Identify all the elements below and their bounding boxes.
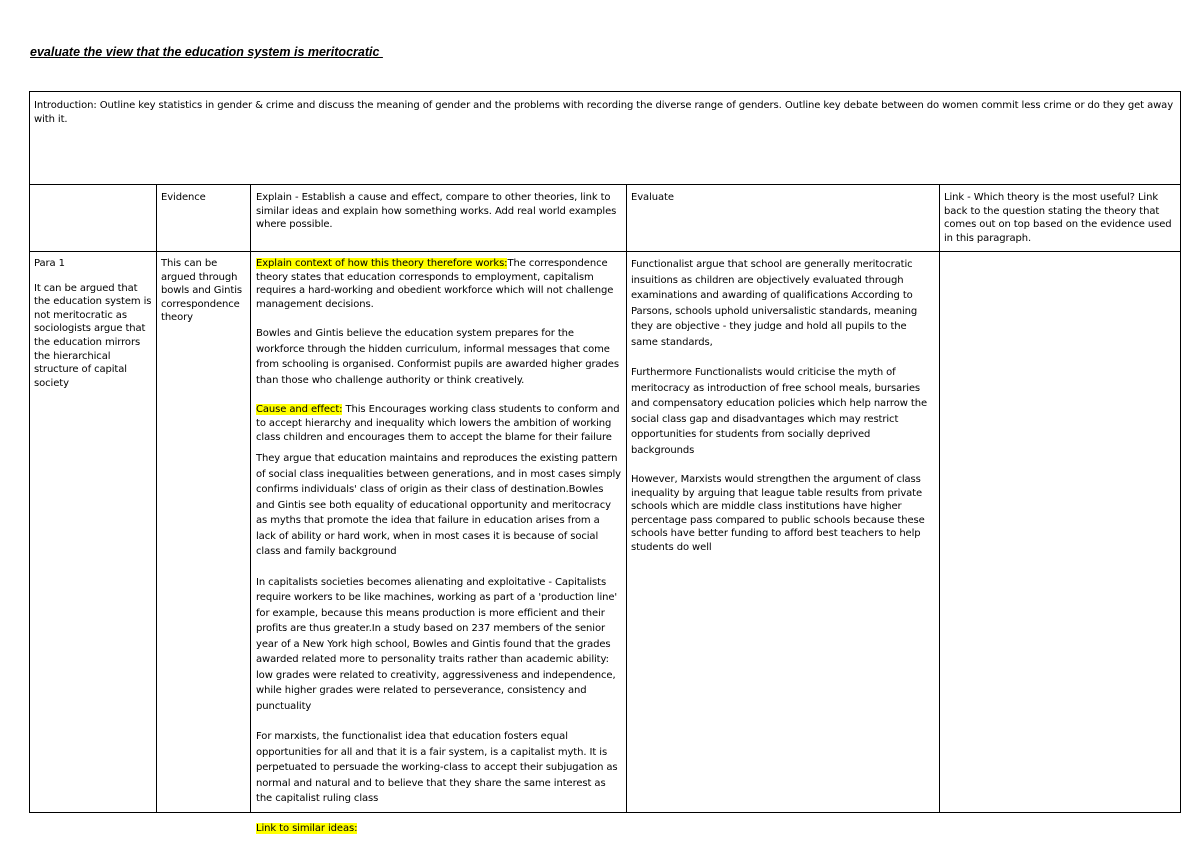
header-evaluate-text: Evaluate	[631, 192, 674, 203]
cause-effect-heading: Cause and effect:	[256, 404, 343, 416]
header-evaluate	[631, 191, 931, 205]
explain-alienation: In capitalists societies becomes alienating and exploitative - Capitalists require workers to be like machines, working as part of a 'production line' for example, because this means production is more efficient and their profits are thus greater.In a study based on 237 members of the senior year of a New York high school, Bowles and Gintis found that the grades awarded related more to personality traits rather than academic ability: low grades were related to creativity, aggressiveness and independence, while higher grades were related to perseverance, consistency and punctuality	[256, 576, 618, 712]
row-divider-header	[30, 251, 1180, 252]
header-explain-text: Explain - Establish a cause and effect, compare to other theories, link to similar ideas and explain how something works. Add real world examples where possible.	[256, 192, 617, 231]
explain-context-text: The correspondence theory states that education corresponds to employment, capitalism requires a hard-working and obedient workforce which will not challenge management decisions.	[256, 258, 614, 310]
evaluate-functionalist: Functionalist argue that school are generally meritocratic insuitions as children are objectively evaluated through examinations and awarding of qualifications According to Parsons, schools uphold universalistic standards, meaning they are objective - they judge and hold all pupils to the same standards,	[631, 259, 918, 348]
intro-cell	[34, 99, 1174, 126]
header-explain	[256, 191, 618, 232]
para1-link-cell	[944, 257, 1174, 272]
evaluate-criticise: Furthermore Functionalists would criticise the myth of meritocracy as introduction of free school meals, bursaries and compensatory education policies which help narrow the social class gap and disadvantages which may restrict opportunities for students from socially deprived backgrounds	[631, 367, 927, 456]
para1-evaluate-cell	[631, 257, 934, 570]
header-evidence	[161, 191, 247, 205]
para1-evidence-cell	[161, 257, 249, 340]
header-link-text: Link - Which theory is the most useful? Link back to the question stating the theory that comes out on top based on the evidence used in this paragraph.	[944, 192, 1172, 244]
evaluate-marxists: However, Marxists would strengthen the argument of class inequality by arguing that league table results from private schools which are middle class institutions have higher percentage pass compared to public schools because these schools have better funding to afford best teachers to help students do well	[631, 474, 925, 553]
explain-reproduction: They argue that education maintains and reproduces the existing pattern of social class inequalities between generations, and in most cases simply confirms individuals' class of origin as their class of destination.Bowles and Gintis see both equality of educational opportunity and meritocracy as myths that promote the idea that failure in education arises from a lack of ability or hard work, when in most cases it is because of social class and family background	[256, 453, 621, 558]
explain-myth: For marxists, the functionalist idea that education fosters equal opportunities for all and that it is a fair system, is a capitalist myth. It is perpetuated to persuade the working-class to accept their subjugation as normal and natural and to believe that they share the same interest as the capitalist ruling class	[256, 731, 618, 805]
row-divider-intro	[30, 184, 1180, 185]
col-divider-4	[939, 184, 940, 812]
cause-effect-text: This Encourages working class students to conform and to accept hierarchy and inequality which lowers the ambition of working class children and encourages them to accept the blame for their failure	[256, 404, 620, 443]
para1-point: It can be argued that the education system is not meritocratic as sociologists argue that the education mirrors the hierarchical structure of capital society	[34, 282, 152, 389]
col-divider-3	[626, 184, 627, 812]
header-link	[944, 191, 1174, 245]
header-evidence-text: Evidence	[161, 192, 206, 203]
para1-evidence: This can be argued through bowls and Gintis correspondence theory	[161, 258, 242, 324]
explain-context-heading: Explain context of how this theory therefore works:	[256, 258, 508, 269]
col-divider-1	[156, 184, 157, 812]
essay-plan-table	[29, 91, 1181, 834]
link-similar-heading: Link to similar ideas:	[256, 822, 358, 834]
intro-text: Introduction: Outline key statistics in gender & crime and discuss the meaning of gender and the problems with recording the diverse range of genders. Outline key debate between do women commit less crime or do they get away with it.	[34, 100, 1174, 125]
explain-hidden-curriculum: Bowles and Gintis believe the education system prepares for the workforce through the hidden curriculum, informal messages that come from schooling is organised. Conformist pupils are awarded higher grades than those who challenge authority or think creatively.	[256, 328, 619, 386]
para1-point-cell	[34, 257, 152, 405]
document-title: evaluate the view that the education system is meritocratic	[30, 45, 383, 59]
para1-explain-cell	[256, 257, 622, 850]
col-divider-2	[250, 184, 251, 812]
para1-label: Para 1	[34, 258, 65, 269]
